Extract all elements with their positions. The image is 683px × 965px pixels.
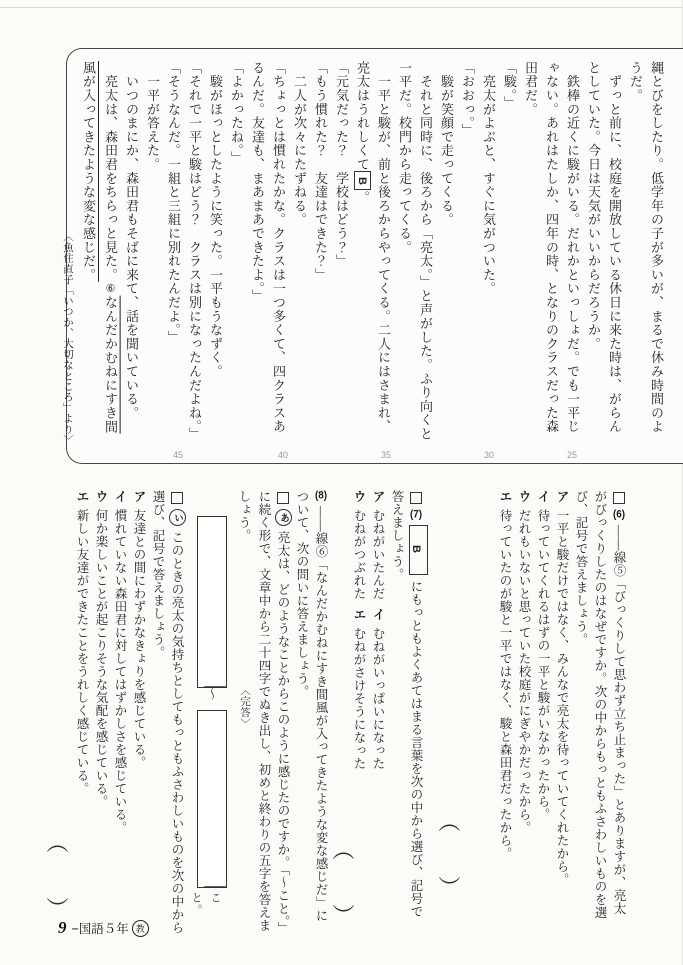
- option-text: 待っていてくれるはずの一平と駿がいなかったから。: [536, 509, 550, 821]
- question-8-prompt: ――線⑥「なんだかむねにすき間風が入ってきたような変な感じだ」について、次の問いに答えましょう。: [295, 490, 328, 922]
- underlined-phrase-6: なんだかむねにすき間風が入ってきたような変な感じだ。: [81, 61, 118, 434]
- blank-b-box: B: [354, 171, 371, 190]
- marker-6-circled-number: ⑥: [104, 281, 116, 296]
- passage-paragraph: 亮太がよぶと、すぐに気がついた。: [481, 61, 496, 296]
- option-label: ウ: [94, 490, 108, 503]
- question-8i-option-a: [129, 490, 148, 934]
- publisher-mark-circle: 教: [132, 920, 149, 937]
- option-text: 一平と駿だけではなく、みんなで亮太を待っていてくれたから。: [555, 509, 569, 886]
- option-text: 待っていたのが駿と一平ではなく、駿と森田君だったから。: [498, 509, 512, 860]
- question-6-option-a: [552, 490, 571, 922]
- passage-paragraph: 一平が答えた。: [145, 61, 160, 172]
- sub-question-a-circled-label: あ: [275, 509, 292, 526]
- question-8-head: [292, 490, 330, 934]
- page-number: 9: [58, 918, 67, 937]
- passage-paragraph: 駿がほっとしたように笑った。一平もうなずく。: [208, 61, 223, 379]
- question-8i-answer-blank: （ ）: [44, 831, 69, 919]
- option-text: 友達との間にわずかなきょりを感じている。: [132, 509, 146, 769]
- passage-paragraph: それと同時に、後ろから「亮太。」と声がした。ふり向くと一平だ。校門から走ってくる。: [397, 61, 433, 441]
- question-7-head: [387, 490, 428, 922]
- passage-paragraph: 「駿。」: [502, 61, 517, 110]
- question-6: [432, 490, 628, 922]
- question-7-prompt: にもっともよくあてはまる言葉を次の中から選び、記号で答えましょう。: [390, 490, 423, 918]
- passage-paragraph: 「よかったね。」: [229, 61, 244, 165]
- line-number: 30: [484, 450, 495, 460]
- answer-cell: [215, 711, 221, 887]
- question-7-answer-blank: （ ）: [330, 838, 355, 926]
- passage-paragraph: 縄とびをしたり。低学年の子が多いが、まるで休み時間のようだ。: [628, 61, 664, 434]
- line-number: 45: [173, 450, 184, 460]
- checkbox-icon: [613, 492, 625, 504]
- question-6-answer-blank: （ ）: [436, 810, 461, 898]
- passage-paragraph: 「元気だった？ 学校はどう？」: [334, 61, 349, 268]
- marked-line-prefix: 亮太は、森田君をちらっと見た。: [103, 61, 118, 282]
- line-number: 35: [381, 450, 392, 460]
- passage-paragraph: 駿が笑顔で走ってくる。: [439, 61, 454, 227]
- passage-paragraph: 「おおっ。」: [460, 61, 475, 138]
- answer-cell: [209, 517, 215, 687]
- checkbox-icon: [410, 492, 422, 504]
- option-label: イ: [371, 608, 385, 621]
- question-8i-option-u: [91, 490, 110, 934]
- checkbox-icon: [277, 492, 289, 504]
- option-label: エ: [498, 490, 512, 503]
- answer-cell: [215, 517, 221, 687]
- passage-paragraph: 「それで一平と駿はどう？ クラスは別になったんだよね。」: [187, 61, 202, 441]
- option-text: 慣れていない森田君に対してはずかしさを感じている。: [113, 509, 127, 834]
- question-8a-head: [234, 490, 292, 934]
- question-8-number: (8): [314, 490, 328, 501]
- option-label: イ: [113, 490, 127, 503]
- option-text: むねがいたんだ: [371, 509, 385, 600]
- option-label: ア: [132, 490, 146, 503]
- question-8: [40, 490, 330, 934]
- question-8i-option-i: [110, 490, 129, 934]
- passage-paragraph: 「そうなんだ。一組と三組に別れたんだよ。」: [166, 61, 181, 345]
- option-label: ア: [371, 490, 385, 503]
- passage-text: [62, 61, 667, 445]
- option-label: ア: [555, 490, 569, 503]
- question-7-number: (7): [409, 509, 423, 520]
- sub-question-i-circled-label: い: [169, 509, 186, 526]
- passage-paragraph: 「もう慣れた？ 友達はできた？」: [313, 61, 328, 282]
- question-6-head: [571, 490, 628, 922]
- answer-suffix-koto: こと。: [190, 892, 221, 916]
- passage-paragraph-with-blank: [352, 61, 394, 445]
- passage-paragraph: いつのまにか、森田君もそばに来て、話を聞いている。: [124, 61, 139, 420]
- answer-grid-end-five-chars: [197, 710, 227, 888]
- question-6-prompt: ――線⑤「びっくりして思わず立ち止まった」とありますが、亮太がびっくりしたのはなぜですか。次の中からもっともふさわしいものを選び、記号で答えましょう。: [574, 490, 626, 919]
- answer-cell: [220, 711, 226, 887]
- page-footer: [58, 918, 149, 938]
- page-top-edge: [0, 7, 682, 8]
- question-7-options-a-i: [368, 490, 387, 922]
- answer-cell: [204, 711, 210, 887]
- question-6-number: (6): [612, 509, 626, 520]
- option-text: むねがいっぱいになった: [371, 627, 385, 770]
- subject-label: −国語５年: [71, 922, 129, 936]
- line-number: 40: [278, 450, 289, 460]
- passage-paragraph: ずっと前に、校庭を開放している休日に来た時は、がらんとしていた。今日は天気がいいからだろうか。: [586, 61, 622, 434]
- range-tilde: 〜: [204, 687, 219, 701]
- question-6-option-u: [514, 490, 533, 922]
- question-8i-prompt: このときの亮太の気持ちとしてもっともふさわしいものを次の中から選び、記号で答えましょう。: [151, 490, 184, 934]
- answer-cell: [204, 517, 210, 687]
- answer-cell: [220, 517, 226, 687]
- option-text: むねがつぶれた: [352, 509, 366, 600]
- option-text: 何か楽しいことが起こりそうな気配を感じている。: [94, 509, 108, 808]
- option-text: だれもいないと思っていた校庭がにぎやかだったから。: [517, 509, 531, 834]
- passage-source-credit: 〈魚住直子「いつか、大切なところ」より〉: [62, 231, 73, 445]
- question-6-option-e: [495, 490, 514, 922]
- option-label: ウ: [517, 490, 531, 503]
- passage-paragraph: 二人が次々にたずねる。: [292, 61, 307, 227]
- option-label: イ: [536, 490, 550, 503]
- answer-cell: [198, 711, 204, 887]
- line-number: 25: [567, 450, 578, 460]
- passage-paragraph: 鉄棒の近くに駿がいる。だれかといっしょだ。でも一平じゃない。あれはたしか、四年の時、となりのクラスだった森田君だ。: [523, 61, 580, 434]
- question-8i-option-e: [72, 490, 91, 934]
- option-text: 新しい友達ができたことをうれしく感じている。: [75, 509, 89, 795]
- option-label: ウ: [352, 490, 366, 503]
- option-label: エ: [352, 608, 366, 621]
- question-6-option-i: [533, 490, 552, 922]
- question-8a-answer-area: [186, 490, 234, 914]
- complete-answer-note: 〈完答〉: [239, 690, 250, 729]
- blank-line-suffix: 。: [355, 190, 370, 205]
- blank-line-prefix: 一平と駿が、前と後ろからやってくる。二人にはさまれ、亮太はうれしくて: [355, 61, 391, 434]
- answer-grid-start-five-chars: [197, 516, 227, 688]
- question-8i-head: [148, 490, 186, 934]
- passage-frame: [62, 48, 683, 464]
- answer-cell: [209, 711, 215, 887]
- question-8a-prompt: 亮太は、どのようなことからこのように感じたのですか。「〜こと。」に続く形で、文章中から二十四字でぬき出し、初めと終わりの五字を答えましょう。: [237, 490, 290, 932]
- answer-cell: [198, 517, 204, 687]
- option-label: エ: [75, 490, 89, 503]
- passage-paragraph-marked: [78, 61, 121, 445]
- option-text: むねがさけそうになった: [352, 627, 366, 770]
- blank-b-box: B: [409, 525, 428, 575]
- checkbox-icon: [171, 492, 183, 504]
- passage-paragraph: 「ちょっとは慣れたかな。クラスは一つ多くて、四クラスあるんだ。友達も、まあまあできたよ。」: [250, 61, 286, 434]
